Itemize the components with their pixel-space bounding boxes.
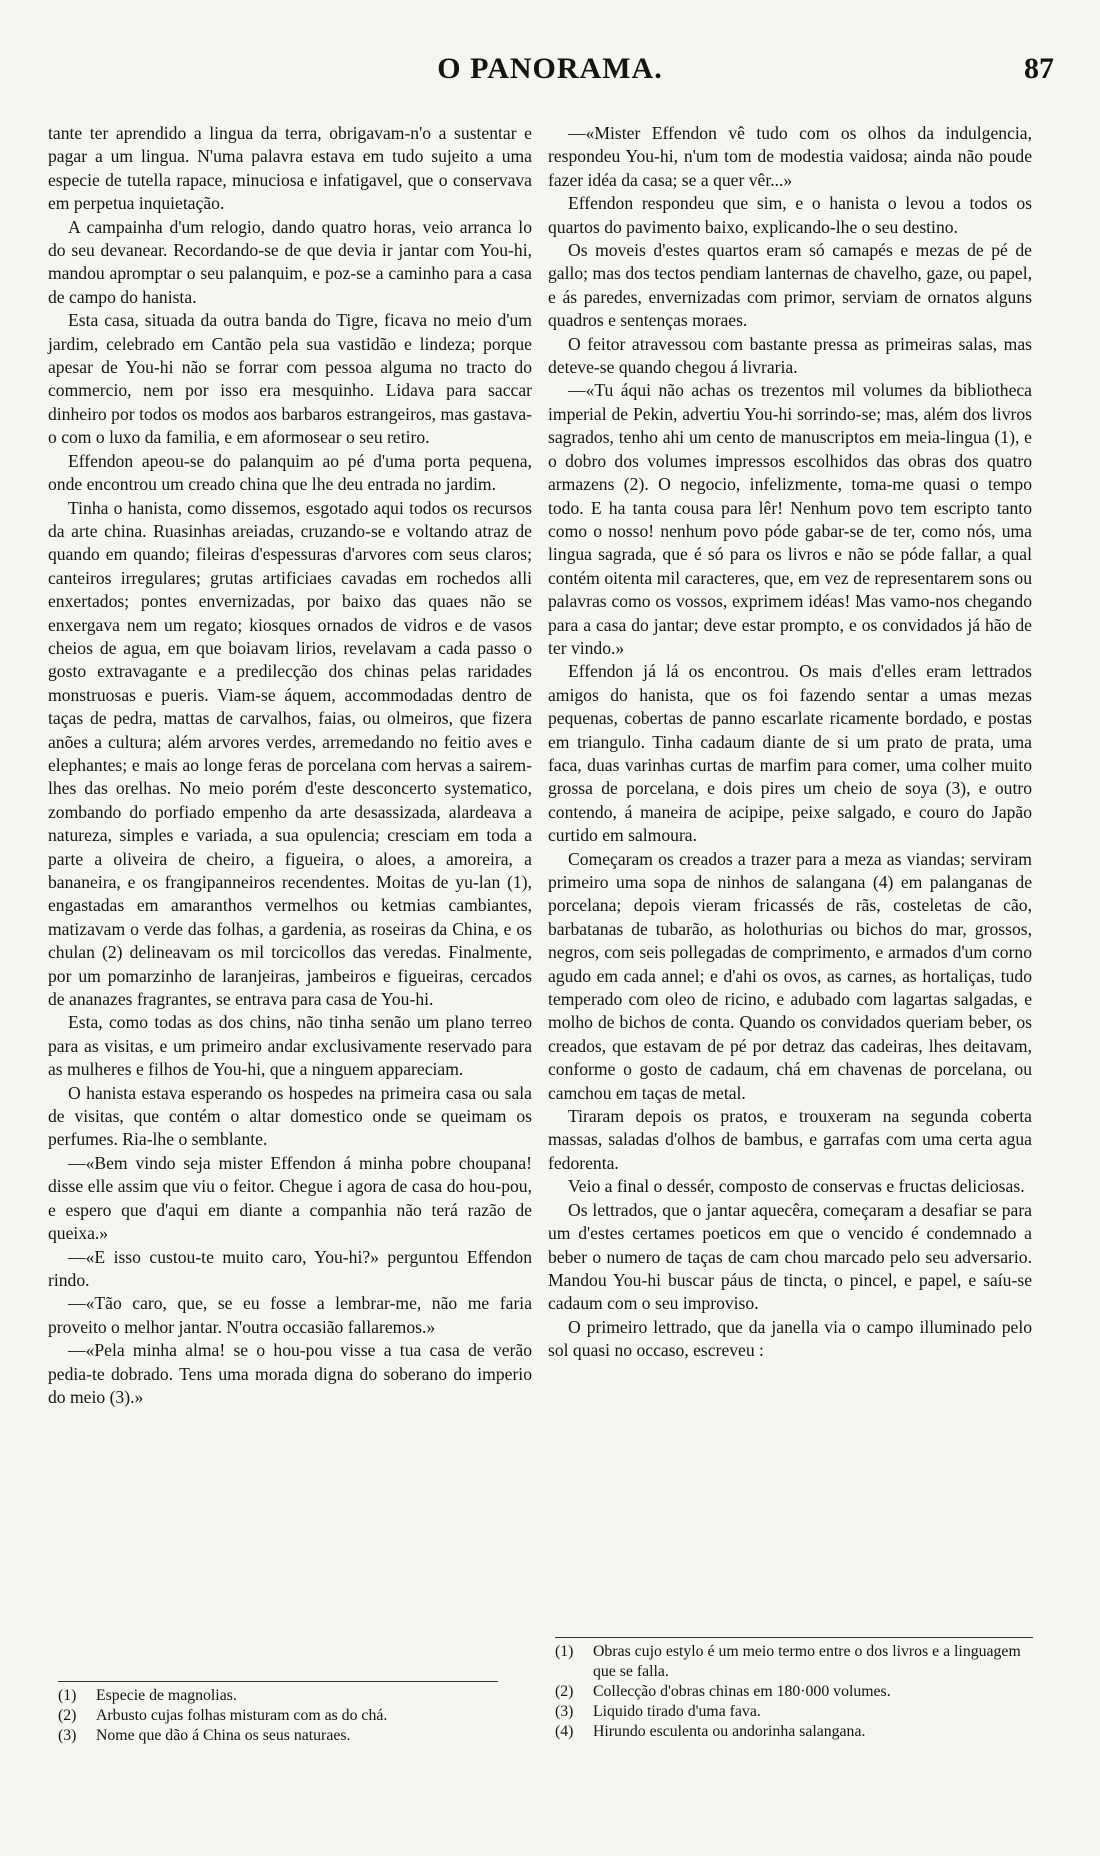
footnote-text: Hirundo esculenta ou andorinha salangana. [593, 1723, 866, 1740]
paragraph: Effendon respondeu que sim, e o hanista o levou a todos os quartos do pavimento baixo, explicando-lhe o seu destino. [548, 193, 1032, 237]
paragraph: —«Tão caro, que, se eu fosse a lembrar-me, não me faria proveito o melhor jantar. N'outra occasião fallaremos.» [48, 1293, 532, 1337]
page-number: 87 [1024, 52, 1054, 85]
footnote-number: (3) [58, 1727, 77, 1744]
paragraph: —«Tu áqui não achas os trezentos mil volumes da bibliotheca imperial de Pekin, advertiu You-hi sorrindo-se; mas, além dos livros sagrados, tenho ahi um cento de manuscriptos em meia-lingua (1), e o dobro dos volumes impressos escolhidos das obras dos quatro armazens (2). O negocio, infelizmente, toma-me quasi o tempo todo. E ha tanta cousa para lêr! Nenhum povo tem escripto tanto como o nosso! nenhum povo póde gabar-se de ter, como nós, uma lingua sagrada, que é só para os livros e não se póde fallar, a qual contém oitenta mil caracteres, que, em vez de representarem sons ou palavras como os vossos, exprimem idéas! Mas vamo-nos chegando para a casa do jantar; deve estar prompto, e os convidados já hão de ter vindo.» [548, 380, 1032, 658]
paragraph: Effendon já lá os encontrou. Os mais d'elles eram lettrados amigos do hanista, que os foi fazendo sentar a umas mezas pequenas, cobertas de panno escarlate ricamente bordado, e postas em triangulo. Tinha cadaum diante de si um prato de prata, uma faca, duas varinhas curtas de marfim para comer, uma colher muito grossa de porcelana, e dois pires um cheio de soya (3), e outro contendo, á maneira de acipipe, peixe salgado, e couro do Japão curtido em salmoura. [548, 661, 1032, 846]
footnote [555, 1642, 1033, 1682]
paragraph: Começaram os creados a trazer para a meza as viandas; serviram primeiro uma sopa de ninhos de salangana (4) em palanganas de porcelana; depois vieram fricassés de rãs, costeletas de cão, barbatanas de tubarão, as holothurias ou bichos do mar, grossos, negros, com seis pollegadas de comprimento, e armados d'um corno agudo em cada annel; e d'ahi os ovos, as carnes, as hortaliças, tudo temperado com oleo de ricino, e adubado com lagartas salgadas, e molho de bichos de conta. Quando os convidados queriam beber, os creados, que estavam de pé por detraz das cadeiras, lhes deitavam, conforme o gosto de cadaum, chá em chavenas de porcelana, ou camchou em taças de metal. [548, 848, 1032, 1103]
paragraph: Os moveis d'estes quartos eram só camapés e mezas de pé de gallo; mas dos tectos pendiam lanternas de chavelho, gaze, ou papel, e ás paredes, envernizadas com primor, serviam de ornatos alguns quadros e sentenças moraes. [548, 240, 1032, 331]
footnote-text: Obras cujo estylo é um meio termo entre o dos livros e a linguagem que se falla. [593, 1643, 1021, 1680]
footnote-text: Nome que dão á China os seus naturaes. [96, 1727, 351, 1744]
right-column [548, 122, 1032, 1363]
paragraph: Esta, como todas as dos chins, não tinha senão um plano terreo para as visitas, e um primeiro andar exclusivamente reservado para as mulheres e filhos de You-hi, que a ninguem appareciam. [48, 1012, 532, 1080]
footnote-number: (3) [555, 1703, 574, 1720]
paragraph: Tiraram depois os pratos, e trouxeram na segunda coberta massas, saladas d'olhos de bambus, e garrafas com uma certa agua fedorenta. [548, 1106, 1032, 1173]
footnote-text: Especie de magnolias. [96, 1687, 237, 1704]
left-column [48, 122, 532, 1409]
paragraph: Veio a final o dessér, composto de conservas e fructas deliciosas. [568, 1176, 1025, 1197]
footnote-text: Arbusto cujas folhas misturam com as do chá. [96, 1707, 388, 1724]
footnote-number: (1) [555, 1643, 574, 1660]
footnote [58, 1726, 498, 1746]
paragraph: Os lettrados, que o jantar aquecêra, começaram a desafiar se para um d'estes certames poeticos em que o vencido é condemnado a beber o numero de taças de cam chou marcado pelo seu adversario. Mandou You-hi buscar páus de tincta, o pincel, e papel, e saíu-se cadaum com o seu improviso. [548, 1199, 1032, 1314]
paragraph: O feitor atravessou com bastante pressa as primeiras salas, mas deteve-se quando chegou á livraria. [548, 333, 1032, 378]
footnote-number: (4) [555, 1723, 574, 1740]
paragraph: O hanista estava esperando os hospedes na primeira casa ou sala de visitas, que contém o altar domestico onde se queimam os perfumes. Ria-lhe o semblante. [48, 1082, 532, 1150]
footnote-number: (1) [58, 1687, 77, 1704]
paragraph: —«Mister Effendon vê tudo com os olhos da indulgencia, respondeu You-hi, n'um tom de modestia vaidosa; ainda não poude fazer idéa da casa; se a quer vêr...» [548, 123, 1032, 190]
footnote-number: (2) [58, 1707, 77, 1724]
paragraph: Tinha o hanista, como dissemos, esgotado aqui todos os recursos da arte china. Ruasinhas areiadas, cruzando-se e voltando atraz de quando em quando; fileiras d'espessuras d'arvores com seus claros; canteiros irregulares; grutas artificiaes cavadas em rochedos alli enxertados; pontes envernizadas, por baixo das quaes não se enxergava nem um regato; kiosques ornados de vidros e de vasos cheios de agua, em que boiavam lirios, revelavam a cada passo o gosto extravagante e a predilecção dos chinas pelas raridades monstruosas e pueris. Viam-se áquem, accommodadas dentro de taças de pedra, mattas de carvalhos, faias, ou olmeiros, que fizera anões a cultura; além arvores verdes, arremedando no feitio aves e elephantes; e mais ao longe feras de porcelana com hervas a sairem-lhes das orelhas. No meio porém d'este desconcerto systematico, zombando do porfiado empenho da arte desassizada, alardeava a natureza, simples e variada, a sua opulencia; cresciam em toda a parte a oliveira de cheiro, a figueira, o aloes, a amoreira, a bananeira, e os frangipanneiros recendentes. Moitas de yu-lan (1), engastadas em amaranthos vermelhos ou ketmias cambiantes, matizavam o verde das folhas, a gardenia, as roseiras da China, e os chulan (2) delineavam os mil torcicollos das veredas. Finalmente, por um pomarzinho de laranjeiras, jambeiros e figueiras, cercados de ananazes fragrantes, se entrava para casa de You-hi. [48, 497, 532, 1010]
running-title: O PANORAMA. [437, 52, 663, 85]
paragraph: —«Pela minha alma! se o hou-pou visse a tua casa de verão pedia-te dobrado. Tens uma morada digna do soberano do imperio do meio (3).» [48, 1340, 532, 1407]
paragraph: A campainha d'um relogio, dando quatro horas, veio arranca lo do seu devanear. Recordando-se de que devia ir jantar com You-hi, mandou apromptar o seu palanquim, e poz-se a caminho para a casa de campo do hanista. [48, 216, 532, 307]
paragraph: tante ter aprendido a lingua da terra, obrigavam-n'o a sustentar e pagar a um lingua. N'uma palavra estava em tudo sujeito a uma especie de tutella rapace, minuciosa e infatigavel, que o conservava em perpetua inquietação. [48, 123, 532, 214]
footnote [555, 1702, 1033, 1722]
footnote-number: (2) [555, 1683, 574, 1700]
footnote [555, 1722, 1033, 1742]
footnote-text: Collecção d'obras chinas em 180·000 volumes. [593, 1683, 891, 1700]
paragraph: Effendon apeou-se do palanquim ao pé d'uma porta pequena, onde encontrou um creado china que lhe deu entrada no jardim. [48, 450, 532, 495]
footnote-text: Liquido tirado d'uma fava. [593, 1703, 761, 1720]
paragraph: —«E isso custou-te muito caro, You-hi?» perguntou Effendon rindo. [48, 1246, 532, 1290]
paragraph: —«Bem vindo seja mister Effendon á minha pobre choupana! disse elle assim que viu o feitor. Chegue i agora de casa do hou-pou, e espero que d'aqui em diante a companhia não terá razão de queixa.» [48, 1152, 532, 1244]
footnote [58, 1706, 498, 1726]
paragraph: Esta casa, situada da outra banda do Tigre, ficava no meio d'um jardim, celebrado em Cantão pela sua vastidão e lindeza; porque apesar de You-hi não se forrar com pessoa alguma no tracto do commercio, nem por isso era mesquinho. Lidava para saccar dinheiro por todos os modos aos barbaros estrangeiros, mas gastava-o com o luxo da familia, e em aformosear o seu retiro. [48, 310, 532, 448]
paragraph: O primeiro lettrado, que da janella via o campo illuminado pelo sol quasi no occaso, escreveu : [548, 1316, 1032, 1361]
footnote [555, 1682, 1033, 1702]
footnotes-right [555, 1637, 1033, 1742]
footnotes-left [58, 1681, 498, 1746]
footnote [58, 1686, 498, 1706]
